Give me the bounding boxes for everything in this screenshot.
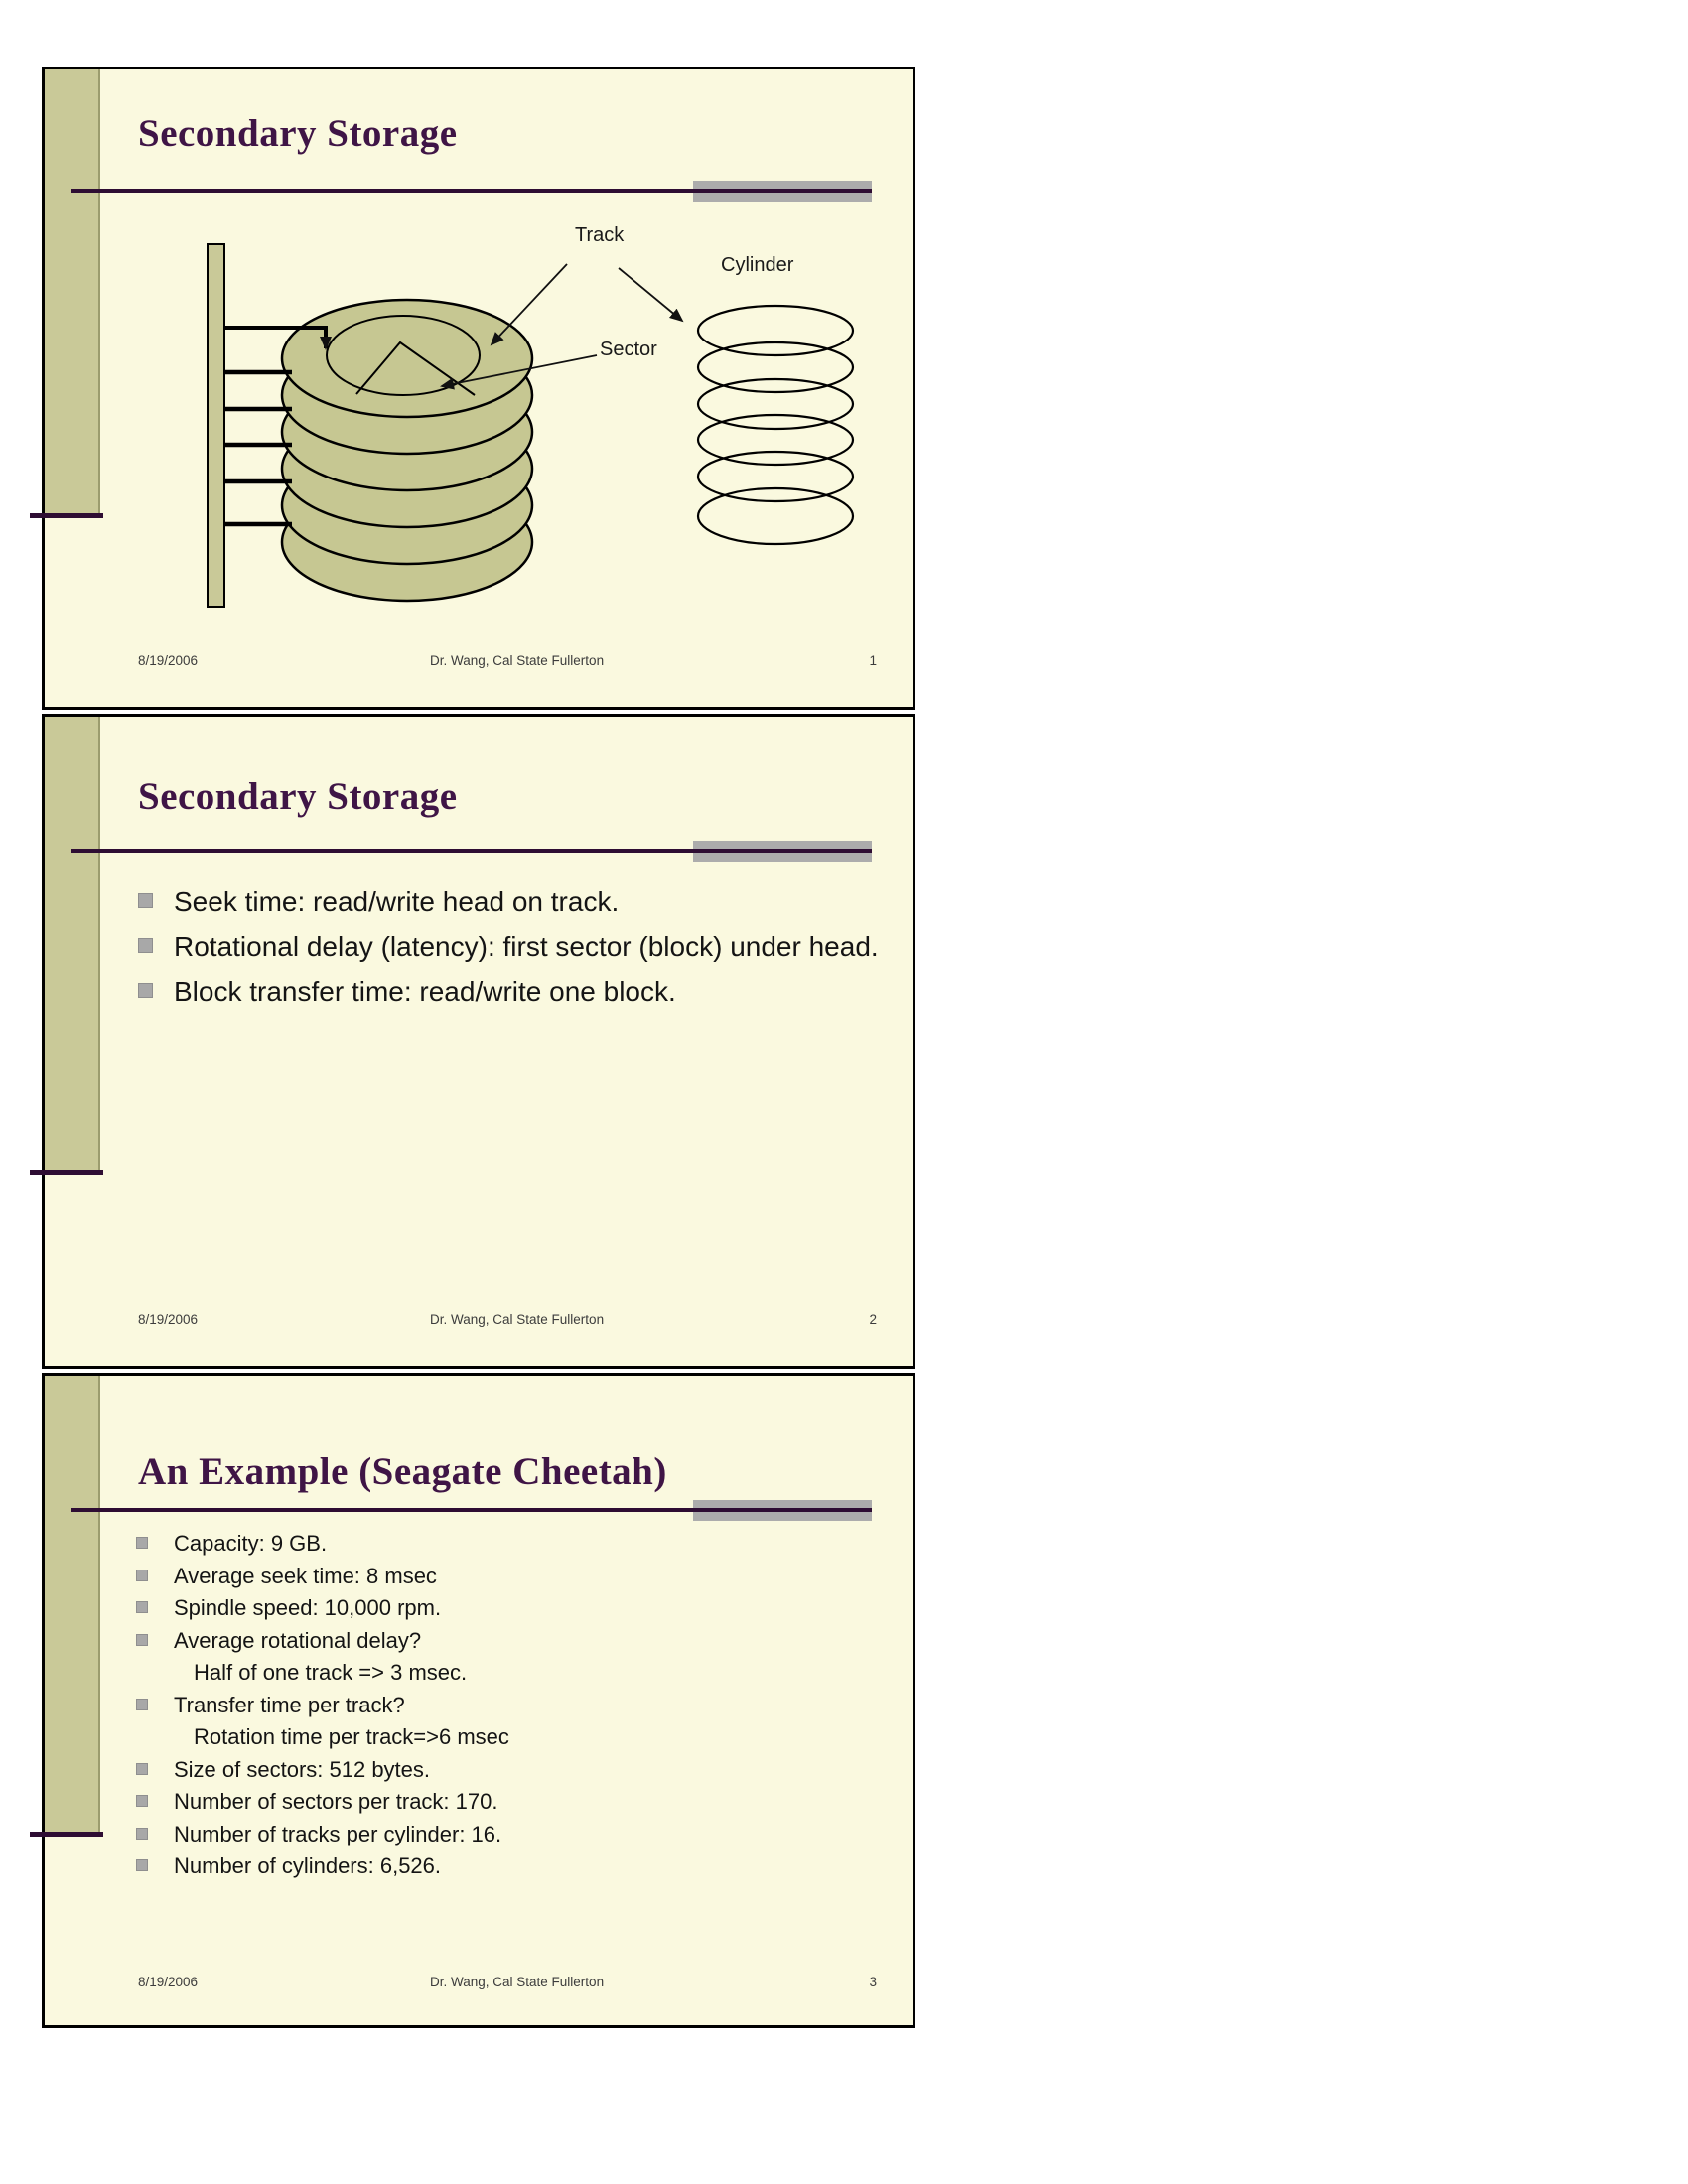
bullet-square-icon [136, 1859, 148, 1871]
bullet-square-icon [136, 1699, 148, 1710]
bullet-square-icon [136, 1537, 148, 1549]
sidebar-cap-line [30, 1832, 103, 1837]
bullet-text: Number of sectors per track: 170. [174, 1789, 498, 1814]
bullet-item [136, 1690, 831, 1722]
bullet-subitem [136, 1657, 831, 1690]
footer-date: 8/19/2006 [138, 1975, 199, 1989]
title-rule [71, 849, 872, 853]
bullet-text: Average seek time: 8 msec [174, 1563, 437, 1588]
footer-page-number: 1 [869, 653, 877, 668]
bullet-item [138, 883, 893, 922]
bullet-item [136, 1592, 831, 1625]
bullet-text: Capacity: 9 GB. [174, 1531, 328, 1556]
bullet-square-icon [136, 1601, 148, 1613]
bullet-square-icon [136, 1763, 148, 1775]
footer-author: Dr. Wang, Cal State Fullerton [430, 653, 605, 668]
bullet-square-icon [136, 1570, 148, 1581]
sidebar-cap-line [30, 1170, 103, 1175]
bullet-subitem [136, 1721, 831, 1754]
bullet-text: Size of sectors: 512 bytes. [174, 1756, 431, 1782]
bullet-list [136, 1528, 831, 1883]
bullet-list [138, 883, 893, 1017]
slide-3 [42, 1373, 915, 2028]
bullet-item [136, 1561, 831, 1593]
bullet-square-icon [136, 1795, 148, 1807]
sidebar-bar [45, 717, 100, 1172]
actuator-bar [208, 244, 224, 607]
bullet-item [136, 1625, 831, 1658]
bullet-item [136, 1819, 831, 1851]
bullet-item [136, 1786, 831, 1819]
bullet-text: Block transfer time: read/write one block. [174, 976, 676, 1007]
sector-label: Sector [600, 339, 657, 360]
slide-title: Secondary Storage [138, 775, 458, 819]
bullet-text: Half of one track => 3 msec. [194, 1660, 468, 1685]
slide-1 [42, 67, 915, 710]
bullet-item [136, 1850, 831, 1883]
footer-date: 8/19/2006 [138, 653, 199, 668]
cylinder-stack [698, 306, 853, 544]
bullet-text: Average rotational delay? [174, 1627, 422, 1653]
bullet-text: Number of cylinders: 6,526. [174, 1853, 442, 1878]
footer-author: Dr. Wang, Cal State Fullerton [430, 1312, 605, 1327]
platter-stack [282, 300, 532, 601]
slide-2 [42, 714, 915, 1369]
bullet-square-icon [138, 983, 153, 998]
bullet-text: Rotational delay (latency): first sector (block) under head. [174, 931, 879, 962]
bullet-text: Transfer time per track? [174, 1692, 405, 1717]
bullet-square-icon [136, 1828, 148, 1840]
bullet-square-icon [136, 1634, 148, 1646]
title-rule [71, 1508, 872, 1512]
bullet-square-icon [138, 893, 153, 908]
footer-author: Dr. Wang, Cal State Fullerton [430, 1975, 605, 1989]
footer-page-number: 2 [869, 1312, 877, 1327]
footer-date: 8/19/2006 [138, 1312, 199, 1327]
sidebar-bar [45, 1376, 100, 1834]
bullet-text: Number of tracks per cylinder: 16. [174, 1821, 502, 1846]
bullet-item [136, 1754, 831, 1787]
slide-title: An Example (Seagate Cheetah) [138, 1450, 667, 1494]
disk-diagram [45, 69, 913, 707]
slide-title: Secondary Storage [138, 112, 458, 156]
bullet-text: Spindle speed: 10,000 rpm. [174, 1595, 442, 1620]
track-label: Track [575, 224, 625, 246]
cylinder-label: Cylinder [721, 254, 794, 276]
footer-page-number: 3 [869, 1975, 877, 1989]
title-rule [71, 189, 872, 193]
bullet-item [138, 972, 893, 1012]
bullet-text: Rotation time per track=>6 msec [194, 1724, 509, 1749]
bullet-text: Seek time: read/write head on track. [174, 887, 620, 917]
bullet-square-icon [138, 938, 153, 953]
bullet-item [136, 1528, 831, 1561]
bullet-item [138, 927, 893, 967]
